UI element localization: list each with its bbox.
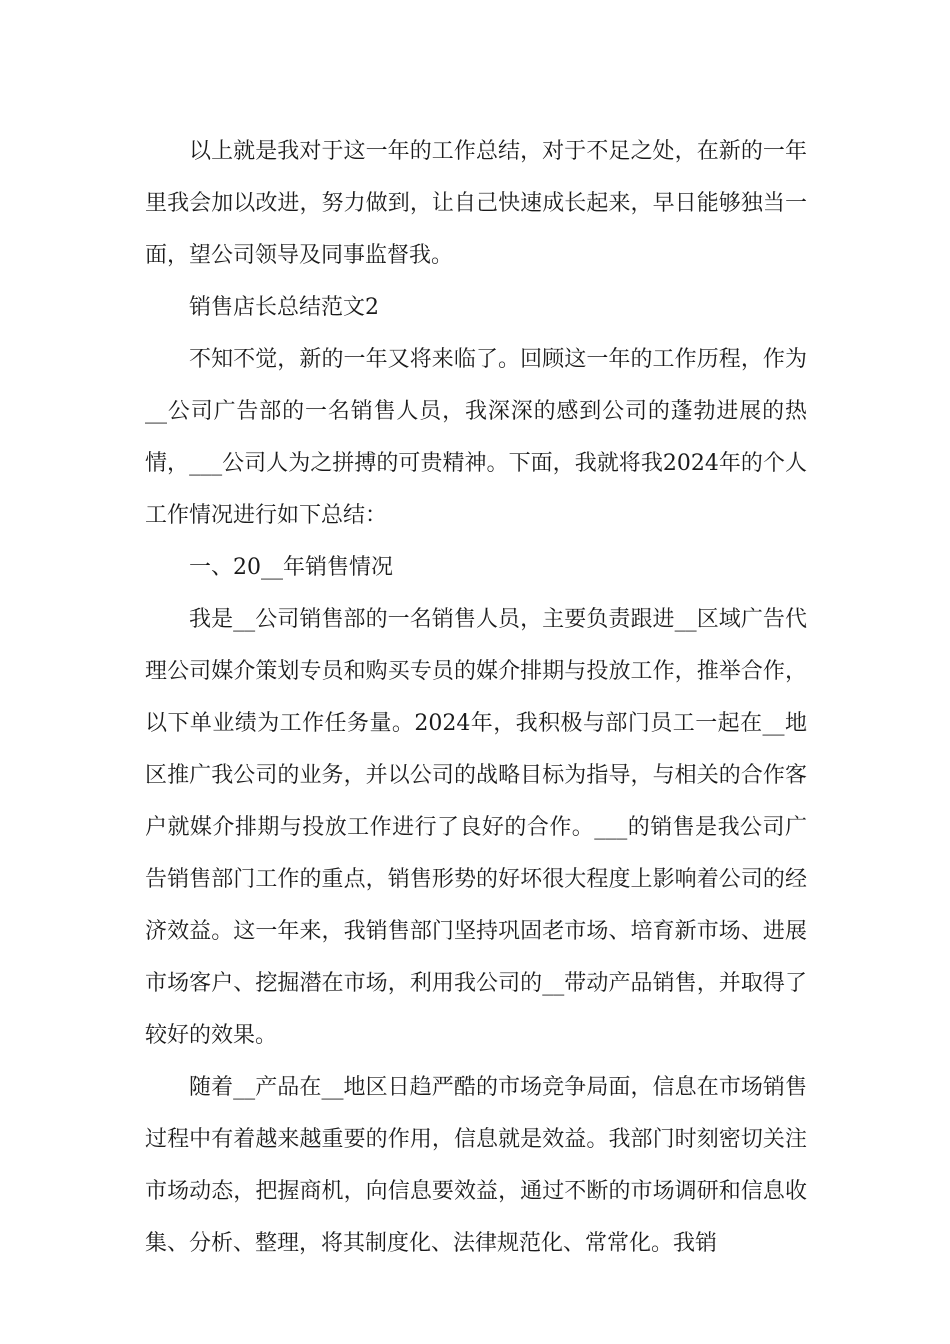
document-body xyxy=(145,126,807,1270)
paragraph-introduction: 不知不觉，新的一年又将来临了。回顾这一年的工作历程，作为__公司广告部的一名销售人员，我深深的感到公司的蓬勃进展的热情，___公司人为之拼搏的可贵精神。下面，我就将我2024年的个人工作情况进行如下总结： xyxy=(145,347,807,528)
paragraph-sales-work: 我是__公司销售部的一名销售人员，主要负责跟进__区域广告代理公司媒介策划专员和购买专员的媒介排期与投放工作，推举合作，以下单业绩为工作任务量。2024年，我积极与部门员工一起在__地区推广我公司的业务，并以公司的战略目标为指导，与相关的合作客户就媒介排期与投放工作进行了良好的合作。___的销售是我公司广告销售部门工作的重点，销售形势的好坏很大程度上影响着公司的经济效益。这一年来，我销售部门坚持巩固老市场、培育新市场、进展市场客户、挖掘潜在市场，利用我公司的__带动产品销售，并取得了较好的效果。 xyxy=(145,607,807,1048)
heading-sales-situation: 一、20__年销售情况 xyxy=(189,555,393,580)
paragraph-closing-summary: 以上就是我对于这一年的工作总结，对于不足之处，在新的一年里我会加以改进，努力做到，让自己快速成长起来，早日能够独当一面，望公司领导及同事监督我。 xyxy=(145,139,807,268)
section-title-sample-2: 销售店长总结范文2 xyxy=(189,295,379,320)
paragraph-market-information: 随着__产品在__地区日趋严酷的市场竞争局面，信息在市场销售过程中有着越来越重要的作用，信息就是效益。我部门时刻密切关注市场动态，把握商机，向信息要效益，通过不断的市场调研和信息收集、分析、整理，将其制度化、法律规范化、常常化。我销 xyxy=(145,1075,807,1256)
